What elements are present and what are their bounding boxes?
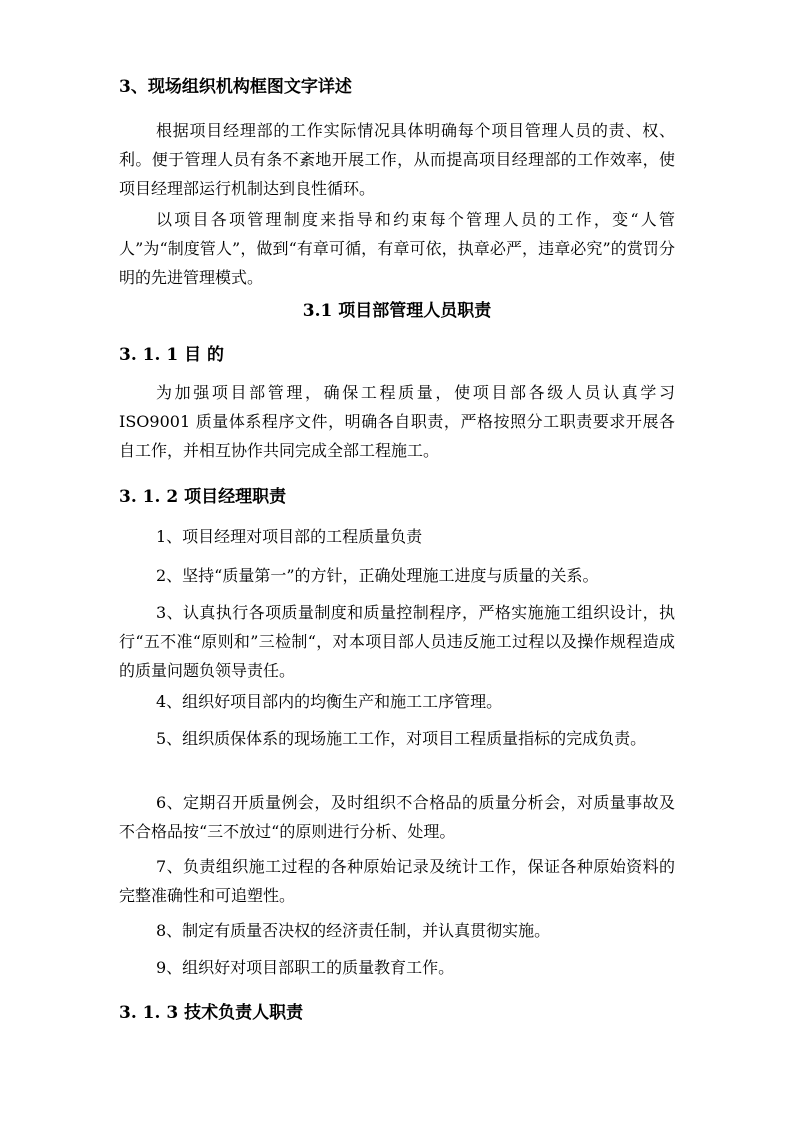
subsection-title: 3.1 项目部管理人员职责 <box>302 301 492 321</box>
pm-duty-item: 1、项目经理对项目部的工程质量负责 <box>156 527 423 546</box>
tech-lead-heading: 3. 1. 3 技术负责人职责 <box>119 1003 304 1023</box>
pm-duty-item: 7、负责组织施工过程的各种原始记录及统计工作，保证各种原始资料的完整准确性和可追塑性。 <box>119 857 675 905</box>
pm-duty-item: 6、定期召开质量例会，及时组织不合格品的质量分析会，对质量事故及不合格品按“三不放过“的原则进行分析、处理。 <box>119 793 675 841</box>
purpose-heading: 3. 1. 1 目 的 <box>119 345 224 365</box>
section-heading: 3、现场组织机构框图文字详述 <box>119 77 352 97</box>
pm-duty-item: 3、认真执行各项质量制度和质量控制程序，严格实施施工组织设计，执行“五不准“原则和”三检制“，对本项目部人员违反施工过程以及操作规程造成的质量问题负领导责任。 <box>119 603 675 680</box>
pm-duty-item: 8、制定有质量否决权的经济责任制，并认真贯彻实施。 <box>156 921 551 940</box>
intro-paragraph-2: 以项目各项管理制度来指导和约束每个管理人员的工作，变“人管人”为“制度管人”，做到“有章可循，有章可依，执章必严，违章必究”的赏罚分明的先进管理模式。 <box>119 210 675 287</box>
pm-duty-item: 5、组织质保体系的现场施工工作，对项目工程质量指标的完成负责。 <box>156 729 647 748</box>
pm-duties-heading: 3. 1. 2 项目经理职责 <box>119 487 287 507</box>
intro-paragraph-1: 根据项目经理部的工作实际情况具体明确每个项目管理人员的责、权、利。便于管理人员有条不紊地开展工作，从而提高项目经理部的工作效率，使项目经理部运行机制达到良性循环。 <box>119 121 675 198</box>
pm-duty-item: 4、组织好项目部内的均衡生产和施工工序管理。 <box>156 692 503 711</box>
pm-duty-item: 2、坚持“质量第一”的方针，正确处理施工进度与质量的关系。 <box>156 566 599 585</box>
pm-duty-item: 9、组织好对项目部职工的质量教育工作。 <box>156 958 455 977</box>
purpose-paragraph: 为加强项目部管理，确保工程质量，使项目部各级人员认真学习ISO9001 质量体系程序文件，明确各自职责，严格按照分工职责要求开展各自工作，并相互协作共同完成全部工程施工。 <box>119 383 675 460</box>
